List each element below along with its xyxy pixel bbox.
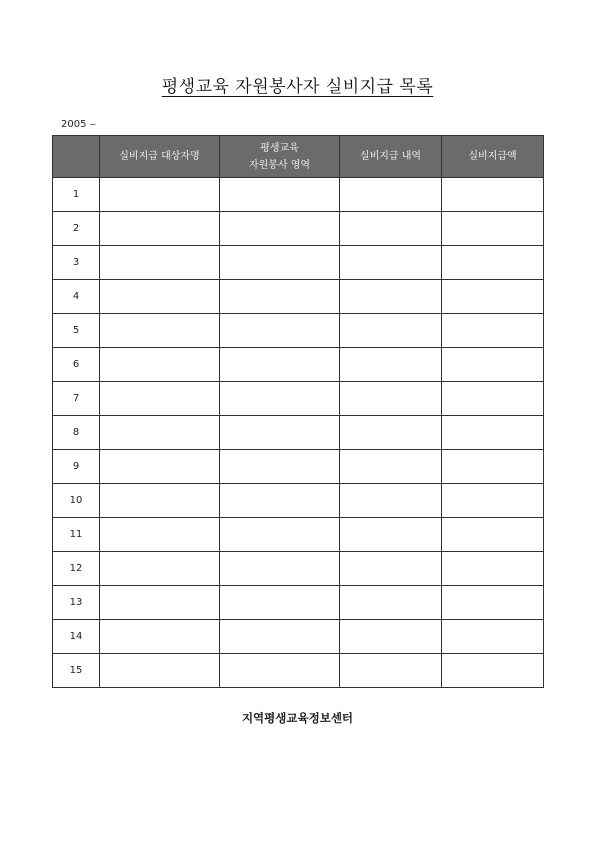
cell-area[interactable] (220, 382, 340, 416)
table-row (53, 552, 544, 586)
table-row (53, 382, 544, 416)
document-title-text: 평생교육 자원봉사자 실비지급 목록 (161, 77, 434, 97)
header-label: 실비지급액 (468, 151, 517, 162)
cell-area[interactable] (220, 246, 340, 280)
cell-amount[interactable] (442, 552, 544, 586)
cell-name[interactable] (100, 314, 220, 348)
cell-amount[interactable] (442, 382, 544, 416)
table-row (53, 484, 544, 518)
cell-area[interactable] (220, 620, 340, 654)
cell-area[interactable] (220, 348, 340, 382)
cell-area[interactable] (220, 586, 340, 620)
table-row (53, 450, 544, 484)
table-row (53, 314, 544, 348)
cell-detail[interactable] (340, 212, 442, 246)
row-number: 13 (53, 586, 100, 620)
row-number: 2 (53, 212, 100, 246)
cell-detail[interactable] (340, 450, 442, 484)
table-row (53, 620, 544, 654)
cell-area[interactable] (220, 552, 340, 586)
cell-name[interactable] (100, 450, 220, 484)
row-number: 1 (53, 178, 100, 212)
row-number: 14 (53, 620, 100, 654)
cell-detail[interactable] (340, 178, 442, 212)
cell-area[interactable] (220, 416, 340, 450)
row-number: 9 (53, 450, 100, 484)
row-number: 3 (53, 246, 100, 280)
cell-name[interactable] (100, 382, 220, 416)
table-row (53, 280, 544, 314)
cell-detail[interactable] (340, 314, 442, 348)
table-row (53, 416, 544, 450)
cell-amount[interactable] (442, 586, 544, 620)
cell-area[interactable] (220, 280, 340, 314)
header-recipient-name (100, 136, 220, 178)
cell-detail[interactable] (340, 654, 442, 688)
issuer-name: 지역평생교육정보센터 (241, 711, 354, 725)
header-payment-amount (442, 136, 544, 178)
cell-amount[interactable] (442, 450, 544, 484)
cell-detail[interactable] (340, 518, 442, 552)
cell-name[interactable] (100, 586, 220, 620)
table-row (53, 654, 544, 688)
cell-amount[interactable] (442, 654, 544, 688)
cell-detail[interactable] (340, 484, 442, 518)
row-number: 12 (53, 552, 100, 586)
cell-amount[interactable] (442, 314, 544, 348)
cell-name[interactable] (100, 348, 220, 382)
cell-amount[interactable] (442, 484, 544, 518)
cell-name[interactable] (100, 552, 220, 586)
row-number: 7 (53, 382, 100, 416)
volunteer-expense-table (52, 135, 544, 688)
cell-name[interactable] (100, 620, 220, 654)
cell-amount[interactable] (442, 178, 544, 212)
table-row (53, 348, 544, 382)
header-label: 실비지급 대상자명 (119, 151, 200, 162)
table-body (53, 178, 544, 688)
cell-detail[interactable] (340, 416, 442, 450)
cell-detail[interactable] (340, 246, 442, 280)
cell-amount[interactable] (442, 246, 544, 280)
cell-name[interactable] (100, 246, 220, 280)
header-volunteer-area (220, 136, 340, 178)
row-number: 5 (53, 314, 100, 348)
header-number (53, 136, 100, 178)
row-number: 15 (53, 654, 100, 688)
cell-detail[interactable] (340, 382, 442, 416)
cell-amount[interactable] (442, 280, 544, 314)
cell-area[interactable] (220, 314, 340, 348)
cell-area[interactable] (220, 450, 340, 484)
cell-area[interactable] (220, 518, 340, 552)
table-row (53, 212, 544, 246)
cell-area[interactable] (220, 484, 340, 518)
cell-detail[interactable] (340, 586, 442, 620)
cell-detail[interactable] (340, 348, 442, 382)
cell-amount[interactable] (442, 518, 544, 552)
cell-amount[interactable] (442, 212, 544, 246)
row-number: 8 (53, 416, 100, 450)
header-label-line2: 자원봉사 영역 (248, 159, 311, 171)
cell-detail[interactable] (340, 552, 442, 586)
cell-name[interactable] (100, 654, 220, 688)
table-row (53, 178, 544, 212)
cell-area[interactable] (220, 212, 340, 246)
row-number: 11 (53, 518, 100, 552)
cell-amount[interactable] (442, 620, 544, 654)
header-label: 실비지급 내역 (359, 151, 422, 162)
cell-area[interactable] (220, 654, 340, 688)
document-title (0, 72, 595, 97)
row-number: 6 (53, 348, 100, 382)
cell-name[interactable] (100, 212, 220, 246)
cell-amount[interactable] (442, 416, 544, 450)
cell-detail[interactable] (340, 280, 442, 314)
table-row (53, 246, 544, 280)
cell-name[interactable] (100, 518, 220, 552)
table-header-row (53, 136, 544, 178)
row-number: 4 (53, 280, 100, 314)
header-payment-detail (340, 136, 442, 178)
cell-name[interactable] (100, 280, 220, 314)
table-row (53, 518, 544, 552)
cell-detail[interactable] (340, 620, 442, 654)
table-row (53, 586, 544, 620)
cell-area[interactable] (220, 178, 340, 212)
row-number: 10 (53, 484, 100, 518)
cell-name[interactable] (100, 484, 220, 518)
cell-name[interactable] (100, 416, 220, 450)
header-label-line1: 평생교육 (260, 142, 299, 154)
cell-name[interactable] (100, 178, 220, 212)
year-label: 2005 ‒ (61, 119, 96, 130)
cell-amount[interactable] (442, 348, 544, 382)
